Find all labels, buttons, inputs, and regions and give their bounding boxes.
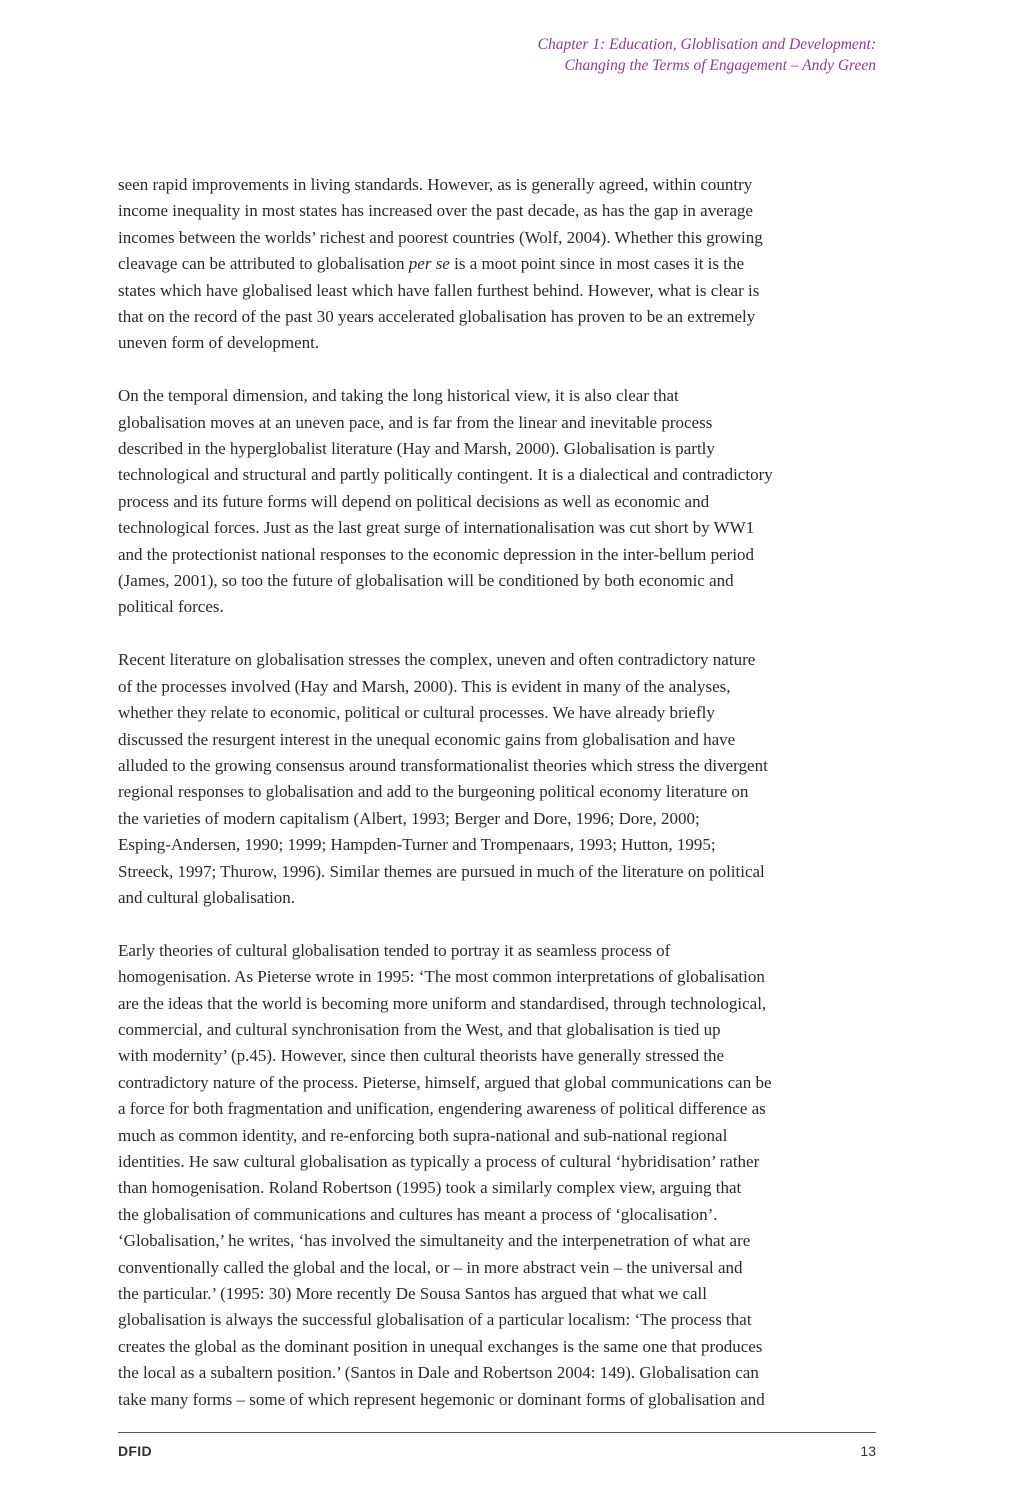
text-line: commercial, and cultural synchronisation from the West, and that globalisation is tied up — [118, 1019, 721, 1039]
text-line: ‘Globalisation,’ he writes, ‘has involved the simultaneity and the interpenetration of what are — [118, 1231, 751, 1251]
text-line: contradictory nature of the process. Pieterse, himself, argued that global communications can be — [118, 1072, 772, 1092]
text-line: process and its future forms will depend on political decisions as well as economic and — [118, 491, 710, 511]
text-line: of the processes involved (Hay and Marsh, 2000). This is evident in many of the analyses, — [118, 676, 731, 696]
text-line: whether they relate to economic, political or cultural processes. We have already briefly — [118, 703, 715, 723]
paragraph — [118, 938, 880, 1413]
text-line: globalisation moves at an uneven pace, and is far from the linear and inevitable process — [118, 412, 713, 432]
text-run: is a moot point since in most cases it is the — [449, 254, 745, 274]
text-line: Esping-Andersen, 1990; 1999; Hampden-Turner and Trompenaars, 1993; Hutton, 1995; — [118, 835, 716, 855]
text-line: conventionally called the global and the local, or – in more abstract vein – the universal and — [118, 1257, 743, 1277]
text-line: seen rapid improvements in living standards. However, as is generally agreed, within country — [118, 175, 753, 194]
text-line: are the ideas that the world is becoming more uniform and standardised, through technological, — [118, 993, 767, 1013]
paragraph — [118, 647, 880, 911]
text-line: and cultural globalisation. — [118, 887, 296, 907]
header-chapter-line: Chapter 1: Education, Globlisation and Development: — [537, 36, 876, 53]
text-line: income inequality in most states has increased over the past decade, as has the gap in average — [118, 201, 753, 221]
footer-divider — [118, 1432, 876, 1433]
footer-publisher: DFID — [118, 1443, 152, 1459]
running-header — [538, 34, 876, 76]
text-run: cleavage can be attributed to globalisation — [118, 254, 409, 274]
text-line: globalisation is always the successful globalisation of a particular localism: ‘The process that — [118, 1310, 752, 1330]
header-subtitle-line: Changing the Terms of Engagement – Andy Green — [564, 57, 876, 74]
text-line: homogenisation. As Pieterse wrote in 1995: ‘The most common interpretations of globalisation — [118, 967, 765, 987]
text-line: a force for both fragmentation and unification, engendering awareness of political difference as — [118, 1099, 766, 1119]
text-line: described in the hyperglobalist literature (Hay and Marsh, 2000). Globalisation is partly — [118, 439, 715, 459]
text-line: Streeck, 1997; Thurow, 1996). Similar themes are pursued in much of the literature on political — [118, 861, 765, 881]
text-line: that on the record of the past 30 years accelerated globalisation has proven to be an extremely — [118, 307, 756, 327]
body-text — [118, 172, 880, 1439]
text-line: Early theories of cultural globalisation tended to portray it as seamless process of — [118, 940, 671, 960]
text-line: discussed the resurgent interest in the unequal economic gains from globalisation and have — [118, 729, 736, 749]
text-line: uneven form of development. — [118, 333, 320, 353]
page-number: 13 — [860, 1443, 876, 1459]
text-line: the particular.’ (1995: 30) More recently De Sousa Santos has argued that what we call — [118, 1284, 707, 1304]
text-line: alluded to the growing consensus around transformationalist theories which stress the divergent — [118, 755, 768, 775]
paragraph — [118, 172, 880, 357]
text-line: than homogenisation. Roland Robertson (1995) took a similarly complex view, arguing that — [118, 1178, 742, 1198]
text-line: technological and structural and partly politically contingent. It is a dialectical and contradictory — [118, 465, 773, 485]
text-line: incomes between the worlds’ richest and poorest countries (Wolf, 2004). Whether this growing — [118, 227, 763, 247]
text-line: (James, 2001), so too the future of globalisation will be conditioned by both economic and — [118, 571, 734, 591]
text-line: technological forces. Just as the last great surge of internationalisation was cut short by WW1 — [118, 518, 755, 538]
text-line: creates the global as the dominant position in unequal exchanges is the same one that produces — [118, 1336, 763, 1356]
text-line: states which have globalised least which have fallen furthest behind. However, what is clear is — [118, 280, 760, 300]
text-line: regional responses to globalisation and add to the burgeoning political economy literature on — [118, 782, 749, 802]
text-line — [118, 251, 880, 277]
text-line: with modernity’ (p.45). However, since then cultural theorists have generally stressed the — [118, 1046, 725, 1066]
text-line: identities. He saw cultural globalisation as typically a process of cultural ‘hybridisation’ rather — [118, 1151, 760, 1171]
text-line: Recent literature on globalisation stresses the complex, uneven and often contradictory nature — [118, 650, 756, 670]
paragraph — [118, 383, 880, 621]
italic-term: per se — [408, 254, 450, 274]
text-line: the globalisation of communications and cultures has meant a process of ‘glocalisation’. — [118, 1204, 718, 1224]
text-line: take many forms – some of which represent hegemonic or dominant forms of globalisation and — [118, 1389, 765, 1409]
text-line: On the temporal dimension, and taking the long historical view, it is also clear that — [118, 386, 679, 406]
text-line: the varieties of modern capitalism (Albert, 1993; Berger and Dore, 1996; Dore, 2000; — [118, 808, 700, 828]
text-line: and the protectionist national responses to the economic depression in the inter-bellum period — [118, 544, 755, 564]
text-line: political forces. — [118, 597, 224, 617]
text-line: much as common identity, and re-enforcing both supra-national and sub-national regional — [118, 1125, 728, 1145]
text-line: the local as a subaltern position.’ (Santos in Dale and Robertson 2004: 149). Globalisation can — [118, 1363, 759, 1383]
